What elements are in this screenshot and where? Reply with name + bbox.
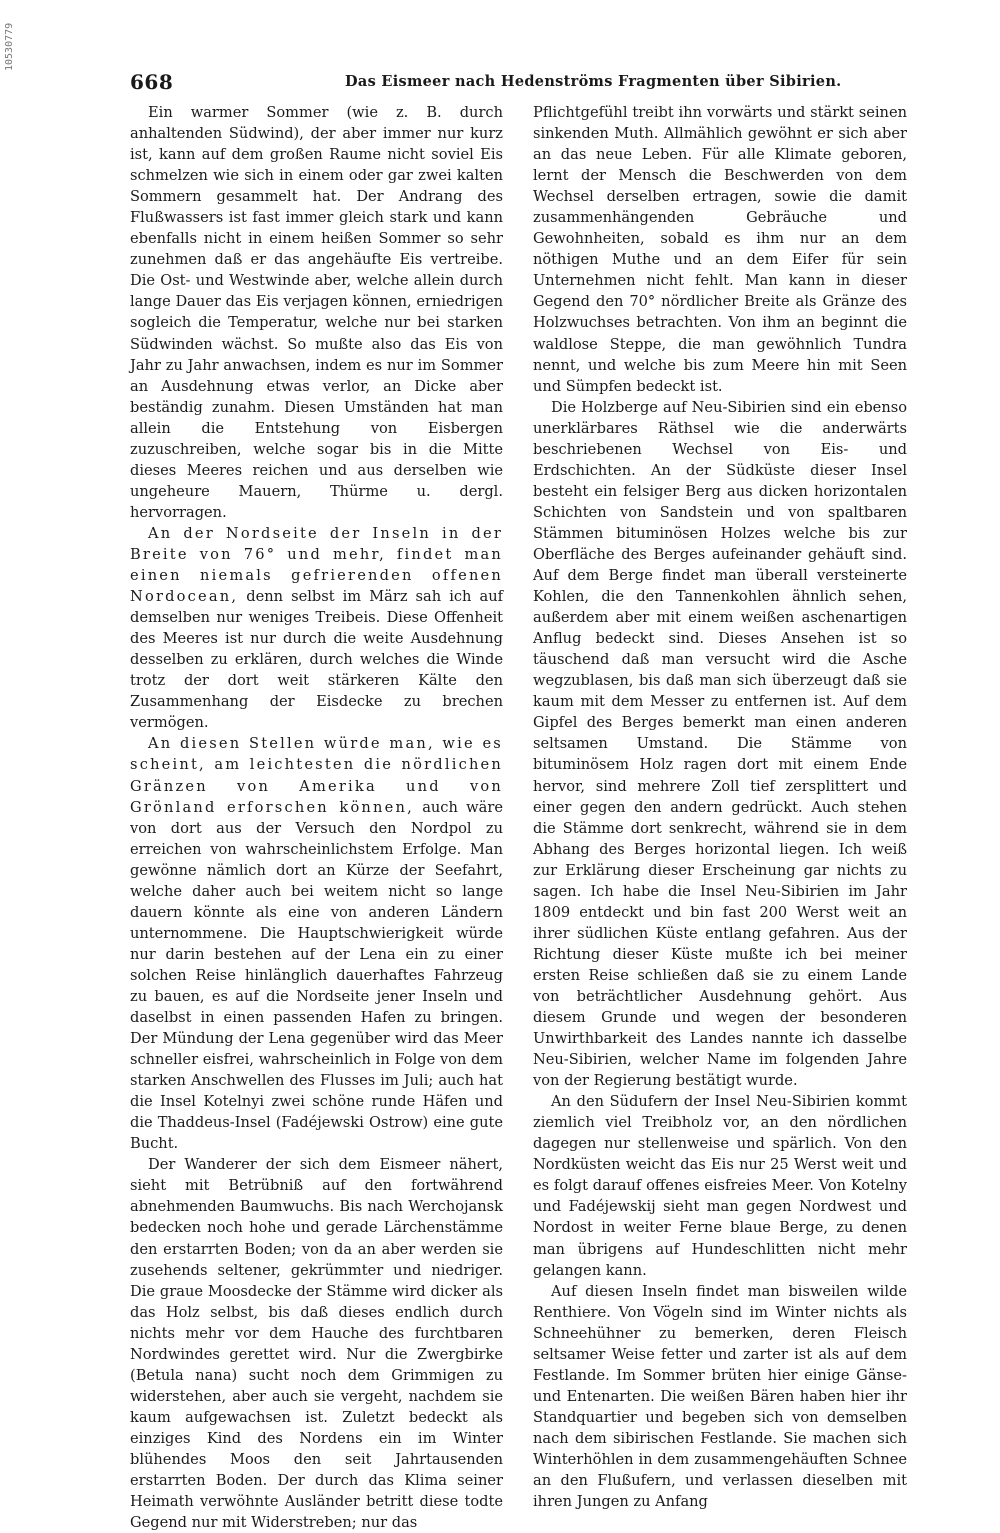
- paragraph: An den Südufern der Insel Neu-Sibirien kommt ziemlich viel Treibholz vor, an den nördlichen dagegen nur stellenweise und spärlich. Von den Nordküsten weicht das Eis nur 25 Werst weit und es folgt darauf offenes eisfreies Meer. Von Kotelny und Fadéjewskij sieht man gegen Nordwest und Nordost in weiter Ferne blaue Berge, zu denen man übrigens auf Hundeschlitten nicht mehr gelangen kann.: [533, 1093, 907, 1279]
- paragraph: [130, 523, 503, 733]
- page-number: 668: [130, 70, 174, 94]
- paragraph-text: denn selbst im März sah ich auf demselben nur weniges Treibeis. Diese Offenheit des Meeres ist nur durch die weite Ausdehnung desselben zu erklären, durch welches die Winde trotz der dort weit stärkeren Kälte den Zusammenhang der Eisdecke zu brechen vermögen.: [130, 588, 503, 732]
- paragraph-text: auch wäre von dort aus der Versuch den Nordpol zu erreichen von wahrscheinlichstem Erfolge. Man gewönne nämlich dort an Kürze der Seefahrt, welche daher auch bei weitem nicht so lange dauern könnte als eine von anderen Ländern unternommene. Die Hauptschwierigkeit würde nur darin bestehen auf der Lena ein zu einer solchen Reise hinlänglich dauerhaftes Fahrzeug zu bauen, es auf die Nordseite jener Inseln und daselbst in einen passenden Hafen zu bringen. Der Mündung der Lena gegenüber wird das Meer schneller eisfrei, wahrscheinlich in Folge von dem starken Anschwellen des Flusses im Juli; auch hat die Insel Kotelnyi zwei schöne runde Häfen und die Thaddeus-Insel (Fadéjewski Ostrow) eine gute Bucht.: [130, 798, 503, 1153]
- emphasis-text: An diesen Stellen würde man, wie es scheint, am leichtesten die nördlichen Gränzen von Amerika und von Grönland erforschen können,: [130, 735, 503, 816]
- running-head: Das Eismeer nach Hedenströms Fragmenten über Sibirien.: [345, 73, 842, 90]
- scan-id-label: 10530779: [4, 22, 15, 71]
- paragraph: [130, 733, 503, 1154]
- right-column: [533, 102, 907, 1512]
- paragraph: Der Wanderer der sich dem Eismeer nähert, sieht mit Betrübniß auf den fortwährend abnehmenden Baumwuchs. Bis nach Werchojansk bedecken noch hohe und gerade Lärchenstämme den erstarrten Boden; von da an aber werden sie zusehends seltener, gekrümmter und niedriger. Die graue Moosdecke der Stämme wird dicker als das Holz selbst, bis daß dieses endlich durch nichts mehr vor dem Hauche des furchtbaren Nordwindes gerettet wird. Nur die Zwergbirke (Betula nana) sucht noch dem Grimmigen zu widerstehen, aber auch sie vergeht, nachdem sie kaum aufgewachsen ist. Zuletzt bedeckt als einziges Kind des Nordens ein im Winter blühendes Moos den seit Jahrtausenden erstarrten Boden. Der durch das Klima seiner Heimath verwöhnte Ausländer betritt diese todte Gegend nur mit Widerstreben; nur das: [130, 1156, 503, 1532]
- emphasis-text: An der Nordseite der Inseln in der Breite von 76° und mehr, findet man einen niemals gefrierenden offenen Nordocean,: [130, 524, 503, 606]
- left-column: [130, 102, 503, 1533]
- paragraph: Pflichtgefühl treibt ihn vorwärts und stärkt seinen sinkenden Muth. Allmählich gewöhnt er sich aber an das neue Leben. Für alle Klimate geboren, lernt der Mensch die Beschwerden von dem Wechsel derselben ertragen, sowie die damit zusammenhängenden Gebräuche und Gewohnheiten, sobald es ihm nur an dem nöthigen Muthe und an dem Eifer für sein Unternehmen nicht fehlt. Man kann in dieser Gegend den 70° nördlicher Breite als Gränze des Holzwuchses betrachten. Von ihm an beginnt die waldlose Steppe, die man gewöhnlich Tundra nennt, und welche bis zum Meere hin mit Seen und Sümpfen bedeckt ist.: [533, 104, 907, 395]
- paragraph: Die Holzberge auf Neu-Sibirien sind ein ebenso unerklärbares Räthsel wie die anderwärts beschriebenen Wechsel von Eis- und Erdschichten. An der Südküste dieser Insel besteht ein felsiger Berg aus dicken horizontalen Schichten von Sandstein und von spaltbaren Stämmen bituminösen Holzes welche bis zur Oberfläche des Berges aufeinander gehäuft sind. Auf dem Berge findet man überall versteinerte Kohlen, die den Tannenkohlen ähnlich sehen, außerdem aber mit einem weißen aschenartigen Anflug bedeckt sind. Dieses Ansehen ist so täuschend daß man versucht wird die Asche wegzublasen, bis daß man sich überzeugt daß sie kaum mit dem Messer zu entfernen ist. Auf dem Gipfel des Berges bemerkt man einen anderen seltsamen Umstand. Die Stämme von bituminösem Holz ragen dort mit einem Ende hervor, sind mehrere Zoll tief zersplittert und einer gegen den andern gedrückt. Auch stehen die Stämme dort senkrecht, während sie in dem Abhang des Berges horizontal liegen. Ich weiß zur Erklärung dieser Erscheinung gar nichts zu sagen. Ich habe die Insel Neu-Sibirien im Jahr 1809 entdeckt und bin fast 200 Werst weit an ihrer südlichen Küste entlang gefahren. Aus der Richtung dieser Küste mußte ich bei meiner ersten Reise schließen daß sie zu einem Lande von beträchtlicher Ausdehnung gehört. Aus diesem Grunde und wegen der besonderen Unwirthbarkeit des Landes nannte ich dasselbe Neu-Sibirien, welcher Name im folgenden Jahre von der Regierung bestätigt wurde.: [533, 398, 907, 1090]
- paragraph: Ein warmer Sommer (wie z. B. durch anhaltenden Südwind), der aber immer nur kurz ist, kann auf dem großen Raume nicht soviel Eis schmelzen wie sich in einem oder gar zwei kalten Sommern gesammelt hat. Der Andrang des Flußwassers ist fast immer gleich stark und kann ebenfalls nicht in einem heißen Sommer so sehr zunehmen daß er das angehäufte Eis vertreibe. Die Ost- und Westwinde aber, welche allein durch lange Dauer das Eis verjagen können, erniedrigen sogleich die Temperatur, welche nur bei starken Südwinden wächst. So mußte also das Eis von Jahr zu Jahr anwachsen, indem es nur im Sommer an Ausdehnung etwas verlor, an Dicke aber beständig zunahm. Diesen Umständen hat man allein die Entstehung von Eisbergen zuzuschreiben, welche sogar bis in die Mitte dieses Meeres reichen und aus derselben wie ungeheure Mauern, Thürme u. dergl. hervorragen.: [130, 104, 503, 521]
- paragraph: Auf diesen Inseln findet man bisweilen wilde Renthiere. Von Vögeln sind im Winter nichts als Schneehühner zu bemerken, deren Fleisch seltsamer Weise fetter und zarter ist als auf dem Festlande. Im Sommer brüten hier einige Gänse- und Entenarten. Die weißen Bären haben hier ihr Standquartier und begeben sich von demselben nach dem sibirischen Festlande. Sie machen sich Winterhöhlen in dem zusammengehäuften Schnee an den Flußufern, und verlassen dieselben mit ihren Jungen zu Anfang: [533, 1282, 907, 1511]
